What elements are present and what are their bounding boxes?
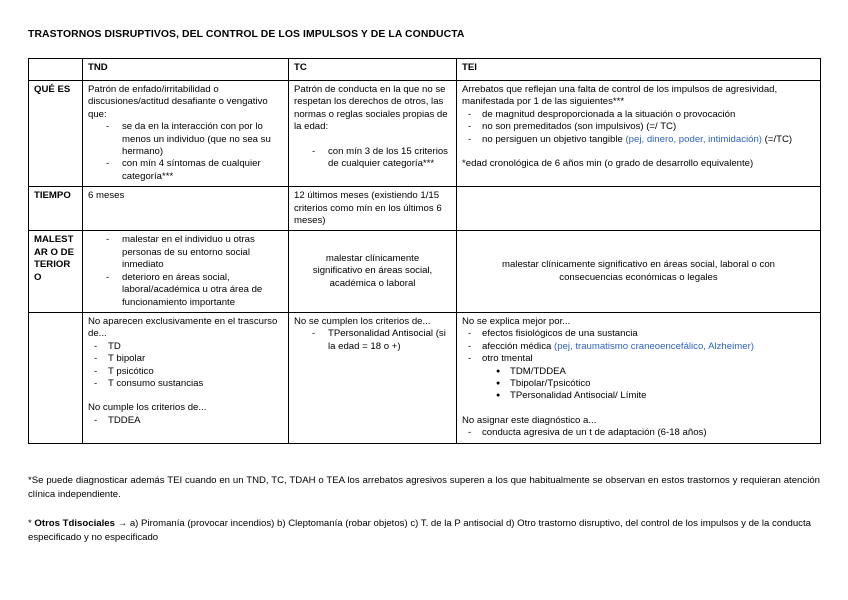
tc-exclusion-intro: No se cumplen los criterios de... [294, 315, 431, 327]
tei-assign-note: No asignar este diagnóstico a... [462, 414, 597, 426]
tei-exclusion-intro: No se explica mejor por... [462, 315, 571, 327]
header-tc: TC [289, 59, 457, 81]
otros-label: Otros Tdisociales [34, 518, 115, 529]
list-item: - T bipolar [88, 353, 283, 365]
tnd-exclusion-intro: No aparecen exclusivamente en el trascurso de... [88, 315, 278, 340]
tnd-exclusion-criteria: No cumple los criterios de... [88, 402, 207, 414]
list-item: - se da en la interacción con por lo menos un individuo (que no sea su hermano) [88, 121, 283, 158]
list-item: - no son premeditados (son impulsivos) (=/ TC) [462, 121, 815, 133]
list-item: - con mín 4 síntomas de cualquier categoría*** [88, 158, 283, 183]
list-item: - T psicótico [88, 366, 283, 378]
cell-excl-tnd [83, 312, 289, 443]
row-label-que-es: QUÉ ES [29, 81, 83, 187]
footnote-otros: * Otros Tdisociales → a) Piromanía (provocar incendios) b) Cleptomanía (robar objetos) c) T. de la P antisocial d) Otro trastorno disruptivo, del control de los impulsos y de la conducta especificado y no especificado [28, 518, 811, 543]
list-item: - con mín 3 de los 15 criterios de cualquier categoría*** [294, 146, 451, 171]
list-item: - de magnitud desproporcionada a la situación o provocación [462, 109, 815, 121]
row-label-tiempo: TIEMPO [29, 187, 83, 231]
table-row-tiempo [29, 187, 821, 231]
cell-tiempo-tei [457, 187, 821, 231]
criteria-table [28, 58, 821, 444]
list-item: ● TDM/TDDEA [462, 366, 815, 378]
cell-tiempo-tnd: 6 meses [83, 187, 289, 231]
list-item: - no persiguen un objetivo tangible (pej, dinero, poder, intimidación) (=/TC) [462, 134, 815, 146]
cell-que-tc [289, 81, 457, 187]
cell-malestar-tei: malestar clínicamente significativo en áreas social, laboral o con consecuencias económicas o legales [457, 231, 821, 312]
tc-definition: Patrón de conducta en la que no se respetan los derechos de otros, las normas o reglas sociales propias de la edad: [294, 84, 448, 133]
footnote-tei: *Se puede diagnosticar además TEI cuando en un TND, TC, TDAH o TEA los arrebatos agresivos superen a los que habitualmente se observan en estos trastornos y requieran atención clínica independiente. [28, 475, 820, 500]
row-label-malestar: MALESTAR O DETERIORO [29, 231, 83, 312]
cell-que-tnd [83, 81, 289, 187]
list-item: - otro tmental [462, 353, 815, 365]
cell-excl-tei [457, 312, 821, 443]
page-title: TRASTORNOS DISRUPTIVOS, DEL CONTROL DE LOS IMPULSOS Y DE LA CONDUCTA [28, 29, 465, 40]
list-item: ● Tbipolar/Tpsicótico [462, 378, 815, 390]
list-item: ● TPersonalidad Antisocial/ Límite [462, 390, 815, 402]
table-row-exclusion [29, 312, 821, 443]
list-item: - TDDEA [88, 415, 283, 427]
header-tei: TEI [457, 59, 821, 81]
list-item: - TPersonalidad Antisocial (si la edad = 18 o +) [294, 328, 451, 353]
list-item: - deterioro en áreas social, laboral/académica u otra área de funcionamiento importante [88, 272, 283, 309]
cell-malestar-tnd [83, 231, 289, 312]
example-note: (pej, dinero, poder, intimidación) [625, 133, 763, 145]
example-note: (pej, traumatismo craneoencefálico, Alzheimer) [554, 340, 754, 352]
header-tnd: TND [83, 59, 289, 81]
header-empty-cell [29, 59, 83, 81]
list-item: - conducta agresiva de un t de adaptación (6-18 años) [462, 427, 815, 439]
list-item: - afección médica (pej, traumatismo craneoencefálico, Alzheimer) [462, 341, 815, 353]
list-item: - T consumo sustancias [88, 378, 283, 390]
table-header-row [29, 59, 821, 81]
list-item: - TD [88, 341, 283, 353]
row-label-exclusion [29, 312, 83, 443]
table-row-malestar [29, 231, 821, 312]
tnd-definition: Patrón de enfado/irritabilidad o discusiones/actitud desafiante o vengativo que: [88, 84, 268, 120]
age-footnote: *edad cronológica de 6 años min (o grado de desarrollo equivalente) [462, 158, 754, 170]
table-row-que-es [29, 81, 821, 187]
cell-que-tei [457, 81, 821, 187]
list-item: - efectos fisiológicos de una sustancia [462, 328, 815, 340]
cell-excl-tc [289, 312, 457, 443]
cell-malestar-tc: malestar clínicamente significativo en áreas social, académica o laboral [289, 231, 457, 312]
list-item: - malestar en el individuo u otras personas de su entorno social inmediato [88, 234, 283, 271]
cell-tiempo-tc: 12 últimos meses (existiendo 1/15 criterios como mín en los últimos 6 meses) [289, 187, 457, 231]
tei-definition: Arrebatos que reflejan una falta de control de los impulsos de agresividad, manifestada por 1 de las siguientes*** [462, 84, 778, 108]
